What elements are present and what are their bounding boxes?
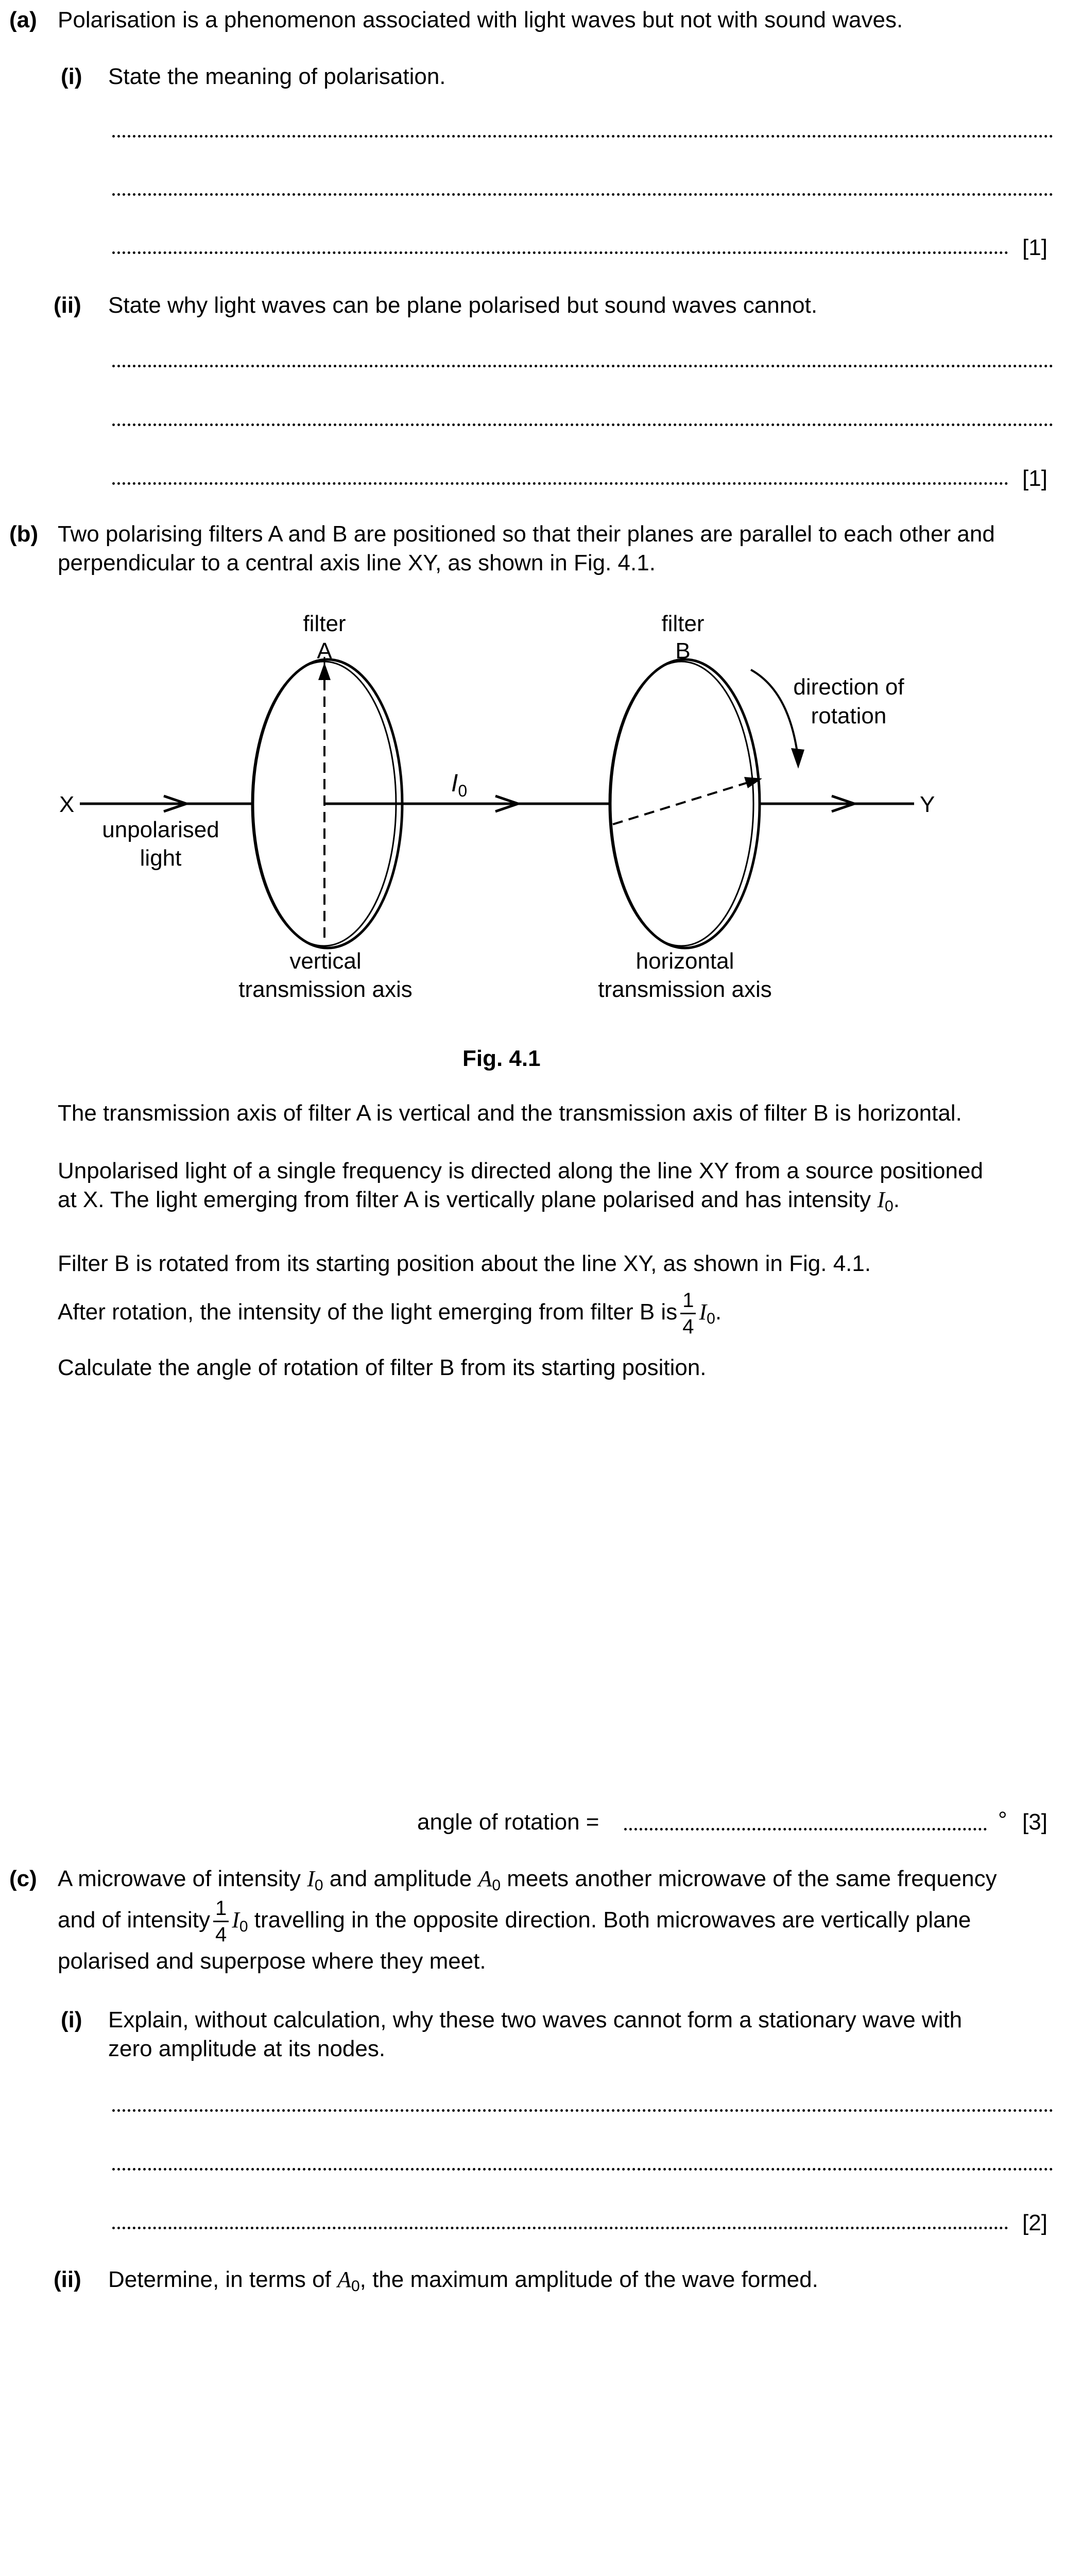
- horizontal-axis-label-line1: horizontal: [636, 948, 734, 974]
- part-c-ii-label: (ii): [54, 2267, 81, 2292]
- filter-b-label: filter: [661, 611, 705, 636]
- part-c-i-line1: Explain, without calculation, why these two waves cannot form a stationary wave with: [108, 2007, 963, 2032]
- part-c-stem-line1: A microwave of intensity $I_0$ and amplitude $A_0$ meets another microwave of the same frequency: [58, 1866, 997, 1894]
- answer-line[interactable]: [112, 251, 1008, 254]
- answer-line[interactable]: [112, 423, 1053, 426]
- rotation-label-line1: direction of: [793, 674, 904, 700]
- answer-line[interactable]: [112, 2168, 1053, 2171]
- horizontal-axis-label-line2: transmission axis: [598, 977, 772, 1002]
- part-b-stem-line1: Two polarising filters A and B are positioned so that their planes are parallel to each other and: [58, 521, 995, 547]
- answer-line[interactable]: [112, 365, 1053, 367]
- intensity-label: $I_0$: [451, 770, 468, 800]
- unpolarised-label-line2: light: [140, 845, 182, 871]
- unpolarised-label-line1: unpolarised: [102, 817, 219, 842]
- part-c-i-label: (i): [61, 2007, 82, 2032]
- figure-4-1: [0, 587, 1082, 1051]
- part-b-para2-line2: at X. The light emerging from filter A is vertically plane polarised and has intensity $I_0$.: [58, 1187, 900, 1215]
- part-b-para3: Filter B is rotated from its starting position about the line XY, as shown in Fig. 4.1.: [58, 1251, 871, 1276]
- filter-a-label: filter: [303, 611, 346, 636]
- fraction-one-quarter: $\frac{1}{4}$: [213, 1898, 229, 1945]
- answer-line[interactable]: [112, 2227, 1008, 2229]
- part-c-ii-question: Determine, in terms of $A_0$, the maximum amplitude of the wave formed.: [108, 2267, 818, 2295]
- marks-a-ii: [1]: [1022, 466, 1047, 491]
- answer-line[interactable]: [112, 2109, 1053, 2112]
- part-c-label: (c): [9, 1866, 37, 1891]
- marks-a-i: [1]: [1022, 235, 1047, 260]
- angle-unit: °: [998, 1807, 1007, 1833]
- figure-caption-text: Fig. 4.1: [462, 1046, 541, 1071]
- part-b-stem-line2: perpendicular to a central axis line XY, as shown in Fig. 4.1.: [58, 550, 656, 575]
- rotation-arrow: [751, 670, 797, 752]
- part-b-para5: Calculate the angle of rotation of filter B from its starting position.: [58, 1355, 707, 1380]
- part-c-i-line2: zero amplitude at its nodes.: [108, 2036, 386, 2061]
- marks-c-i: [2]: [1022, 2210, 1047, 2235]
- part-b-para4: After rotation, the intensity of the light emerging from filter B is $\frac{1}{4}$ $I_0$.: [58, 1289, 722, 1338]
- part-c-stem-line3: polarised and superpose where they meet.: [58, 1948, 486, 1974]
- filter-b-letter: B: [675, 638, 691, 664]
- part-b-para1: The transmission axis of filter A is vertical and the transmission axis of filter B is horizontal.: [58, 1100, 962, 1126]
- angle-answer-label: angle of rotation =: [417, 1809, 599, 1835]
- rotation-label-line2: rotation: [811, 703, 887, 728]
- part-a-i-question: State the meaning of polarisation.: [108, 64, 446, 89]
- part-a-i-label: (i): [61, 64, 82, 89]
- answer-line[interactable]: [112, 482, 1008, 485]
- part-a-stem: Polarisation is a phenomenon associated with light waves but not with sound waves.: [58, 7, 903, 32]
- arrow-head-icon: [791, 748, 804, 769]
- part-a-ii-question: State why light waves can be plane polarised but sound waves cannot.: [108, 293, 818, 318]
- vertical-axis-label-line2: transmission axis: [238, 977, 413, 1002]
- part-a-ii-label: (ii): [54, 293, 81, 318]
- x-label: X: [59, 792, 75, 817]
- angle-answer-line[interactable]: [624, 1828, 987, 1831]
- answer-line[interactable]: [112, 135, 1053, 138]
- part-b-label: (b): [9, 521, 39, 547]
- marks-b: [3]: [1022, 1809, 1047, 1835]
- part-a-label: (a): [9, 7, 37, 32]
- part-b-para2-line1: Unpolarised light of a single frequency is directed along the line XY from a source positioned: [58, 1158, 983, 1183]
- filter-a-letter: A: [317, 638, 332, 664]
- vertical-axis-label-line1: vertical: [289, 948, 362, 974]
- y-label: Y: [920, 792, 935, 817]
- filter-b-disc: [610, 659, 760, 948]
- answer-line[interactable]: [112, 193, 1053, 196]
- part-c-stem-line2: and of intensity $\frac{1}{4}$ $I_0$ travelling in the opposite direction. Both microwaves are vertically plane: [58, 1897, 971, 1946]
- fraction-one-quarter: $\frac{1}{4}$: [680, 1290, 696, 1337]
